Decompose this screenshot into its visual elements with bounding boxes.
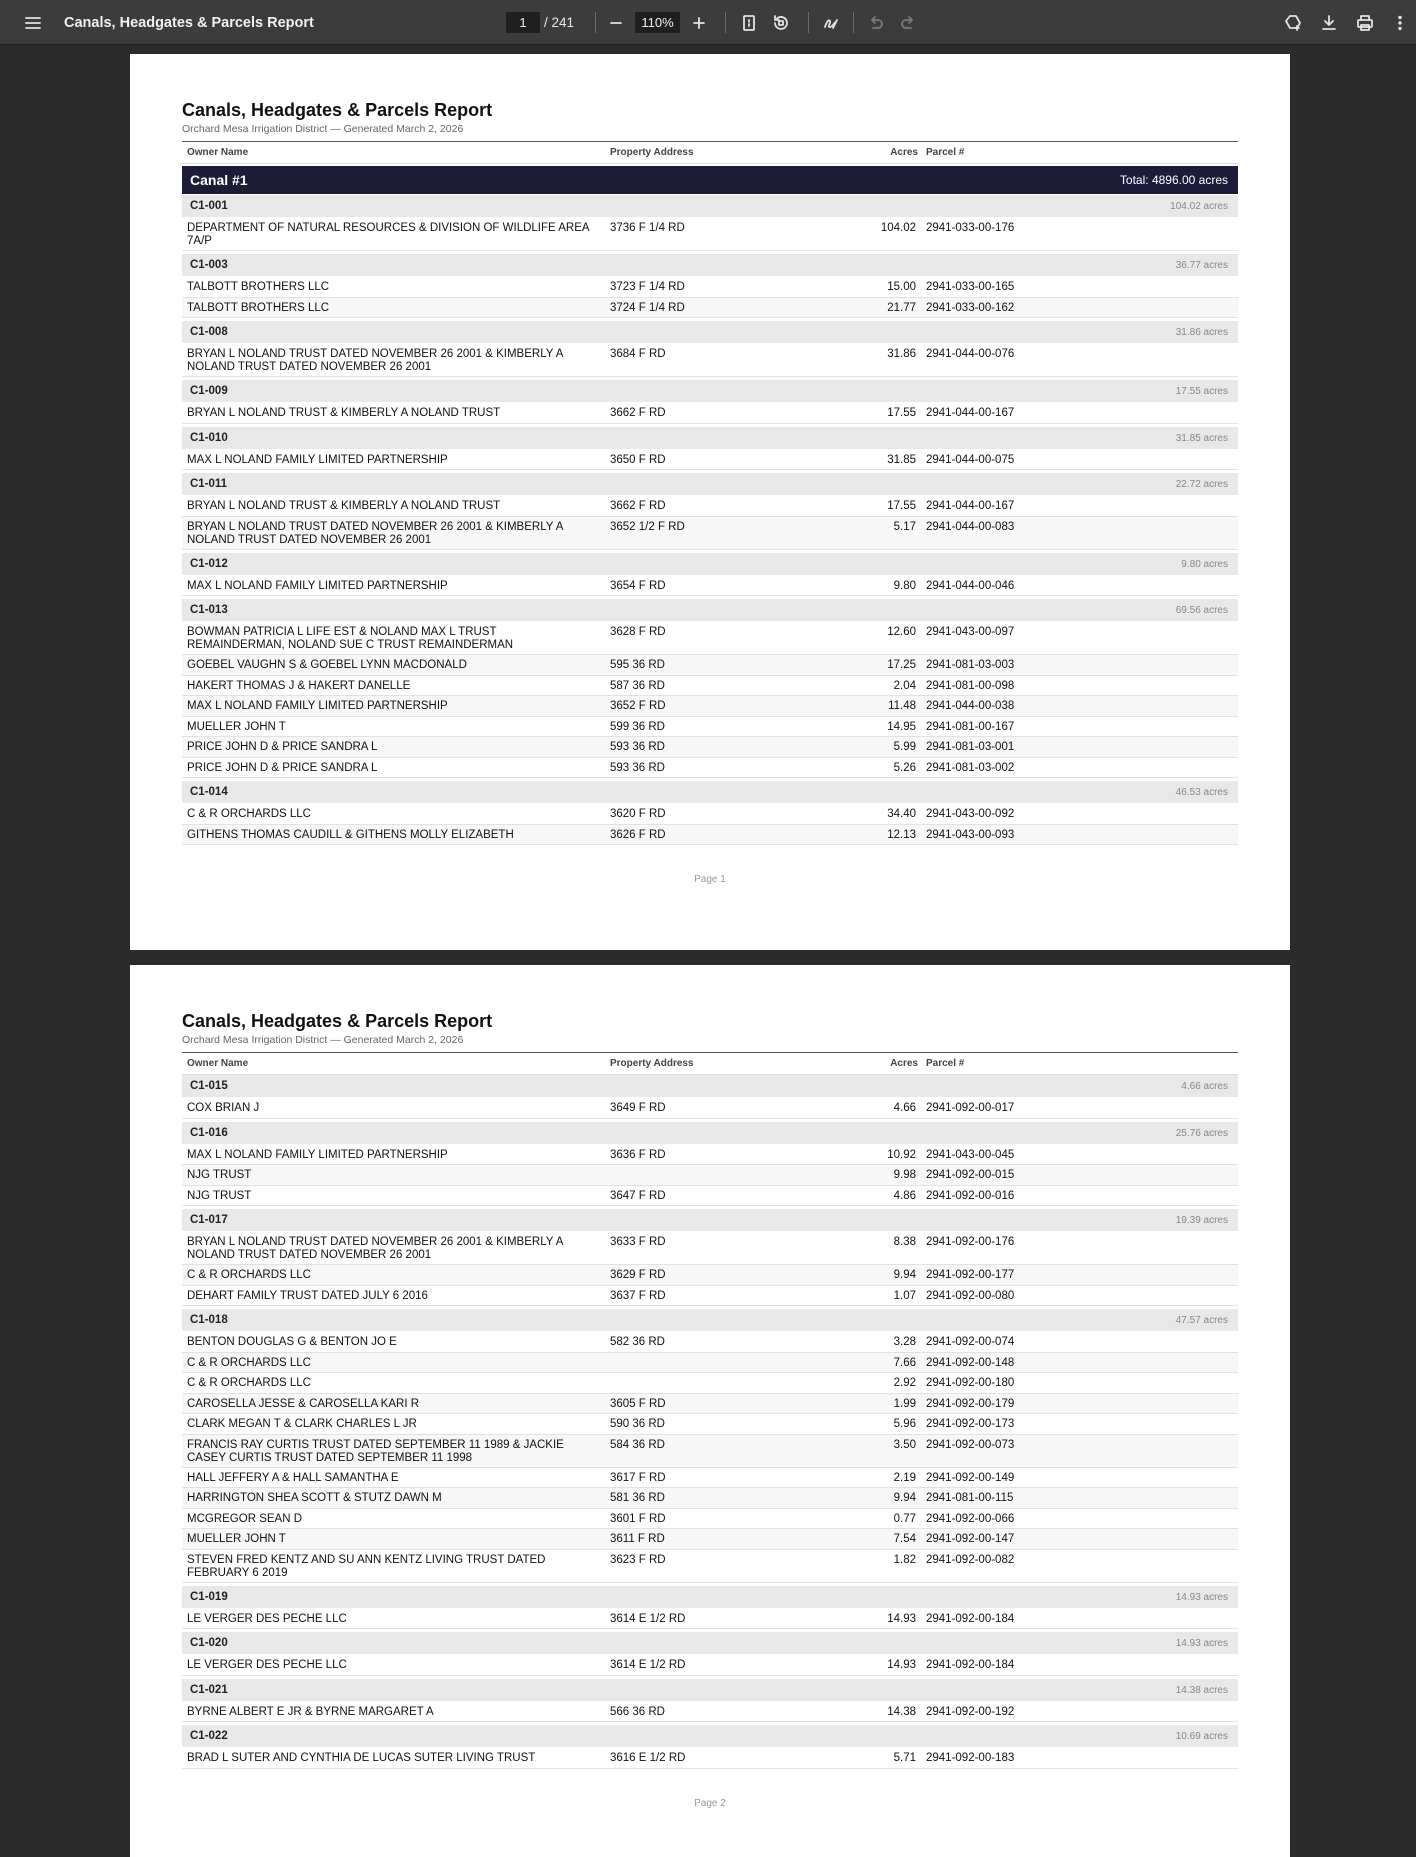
acres-value: 21.77	[887, 301, 916, 314]
parcel-number: 2941-092-00-016	[926, 1189, 1015, 1202]
property-address: 595 36 RD	[610, 659, 665, 671]
group-id: C1-022	[190, 1730, 228, 1742]
owner-name: BOWMAN PATRICIA L LIFE EST & NOLAND MAX L TRUST REMAINDERMAN, NOLAND SUE C TRUST REMAINDERMAN	[187, 626, 514, 651]
table-row	[182, 344, 1238, 377]
acres-value: 9.94	[893, 1492, 916, 1504]
toolbar-divider	[853, 12, 854, 33]
property-address: 593 36 RD	[610, 741, 665, 753]
group-total: 4.66 acres	[1181, 1081, 1228, 1092]
table-row	[182, 1529, 1238, 1550]
table-row	[182, 1702, 1238, 1723]
parcel-number: 2941-092-00-147	[926, 1533, 1015, 1545]
parcel-number: 2941-033-00-162	[926, 301, 1015, 314]
parcel-number: 2941-092-00-017	[926, 1102, 1015, 1114]
zoom-level-input[interactable]	[635, 12, 680, 33]
owner-name: MCGREGOR SEAN D	[187, 1512, 303, 1525]
table-row	[182, 450, 1238, 471]
acres-value: 14.93	[887, 1612, 916, 1625]
acres-value: 5.26	[893, 761, 916, 774]
owner-name: GITHENS THOMAS CAUDILL & GITHENS MOLLY ELIZABETH	[187, 828, 514, 841]
property-address: 3633 F RD	[610, 1236, 666, 1248]
report-title: Canals, Headgates & Parcels Report	[182, 1011, 493, 1031]
owner-name: TALBOTT BROTHERS LLC	[187, 281, 330, 293]
zoom-in-icon[interactable]	[683, 0, 715, 45]
owner-name: MAX L NOLAND FAMILY LIMITED PARTNERSHIP	[187, 1148, 448, 1161]
property-address: 590 36 RD	[610, 1418, 665, 1430]
table-row	[182, 298, 1238, 319]
owner-name: MAX L NOLAND FAMILY LIMITED PARTNERSHIP	[187, 453, 448, 466]
table-row	[182, 1394, 1238, 1415]
acres-value: 17.55	[887, 500, 916, 512]
group-total: 69.56 acres	[1175, 605, 1228, 616]
owner-name: HARRINGTON SHEA SCOTT & STUTZ DAWN M	[187, 1492, 442, 1504]
property-address: 3636 F RD	[610, 1148, 666, 1161]
table-row	[182, 1353, 1238, 1374]
toolbar-divider	[725, 12, 726, 33]
group-id: C1-018	[190, 1314, 228, 1326]
table-row	[182, 717, 1238, 738]
property-address: 3628 F RD	[610, 626, 666, 638]
group-total: 14.93 acres	[1175, 1591, 1228, 1603]
group-header	[182, 380, 1238, 402]
undo-icon[interactable]	[860, 0, 892, 45]
owner-name: GOEBEL VAUGHN S & GOEBEL LYNN MACDONALD	[187, 659, 467, 671]
canal-header	[182, 166, 1238, 194]
owner-name: BYRNE ALBERT E JR & BYRNE MARGARET A	[187, 1705, 434, 1718]
rotate-icon[interactable]	[765, 0, 797, 45]
group-header	[182, 599, 1238, 621]
property-address: 3605 F RD	[610, 1397, 666, 1410]
pdf-toolbar	[0, 0, 1416, 45]
group-id: C1-011	[190, 478, 228, 490]
acres-value: 17.25	[887, 659, 916, 671]
parcel-number: 2941-033-00-165	[926, 281, 1015, 293]
page-content	[182, 54, 1238, 950]
property-address: 3652 1/2 F RD	[610, 520, 685, 533]
property-address: 3723 F 1/4 RD	[610, 281, 685, 293]
owner-name: DEHART FAMILY TRUST DATED JULY 6 2016	[187, 1289, 428, 1302]
group-header	[182, 254, 1238, 276]
group-header	[182, 1586, 1238, 1608]
property-address: 3611 F RD	[610, 1533, 665, 1545]
parcel-number: 2941-033-00-176	[926, 222, 1015, 234]
parcel-number: 2941-043-00-093	[926, 828, 1015, 841]
table-row	[182, 1332, 1238, 1353]
group-total: 104.02 acres	[1170, 201, 1228, 212]
property-address: 3652 F RD	[610, 700, 666, 712]
group-id: C1-013	[190, 604, 228, 616]
parcel-number: 2941-092-00-192	[926, 1705, 1015, 1718]
acres-value: 9.94	[893, 1269, 916, 1281]
acres-value: 10.92	[887, 1148, 916, 1161]
table-row	[182, 1232, 1238, 1265]
table-row	[182, 1165, 1238, 1186]
acres-value: 15.00	[887, 281, 916, 293]
acres-value: 7.66	[893, 1356, 916, 1369]
page-number-label: Page 1	[694, 874, 726, 885]
acres-value: 5.96	[893, 1418, 916, 1430]
acres-value: 5.99	[893, 741, 916, 753]
acres-value: 12.60	[887, 626, 916, 638]
parcel-number: 2941-044-00-038	[926, 700, 1015, 712]
report-subtitle: Orchard Mesa Irrigation District — Generated March 2, 2026	[182, 1034, 464, 1046]
acres-value: 5.71	[893, 1752, 916, 1764]
owner-name: MAX L NOLAND FAMILY LIMITED PARTNERSHIP	[187, 700, 448, 712]
group-id: C1-014	[190, 786, 228, 798]
acres-value: 104.02	[880, 222, 916, 234]
acres-value: 14.38	[887, 1705, 916, 1718]
owner-name: HALL JEFFERY A & HALL SAMANTHA E	[187, 1471, 399, 1484]
group-header	[182, 1122, 1238, 1144]
owner-name: BRYAN L NOLAND TRUST DATED NOVEMBER 26 2001 & KIMBERLY A NOLAND TRUST DATED NOVEMBER 26 2001	[187, 1236, 563, 1261]
table-row	[182, 1265, 1238, 1286]
parcel-number: 2941-044-00-046	[926, 579, 1015, 592]
table-row	[182, 1435, 1238, 1468]
owner-name: BRYAN L NOLAND TRUST DATED NOVEMBER 26 2001 & KIMBERLY A NOLAND TRUST DATED NOVEMBER 26 2001	[187, 520, 563, 546]
parcel-number: 2941-092-00-066	[926, 1512, 1015, 1525]
parcel-number: 2941-081-00-167	[926, 720, 1015, 733]
table-row	[182, 1655, 1238, 1676]
parcel-number: 2941-092-00-183	[926, 1752, 1015, 1764]
owner-name: BRYAN L NOLAND TRUST & KIMBERLY A NOLAND TRUST	[187, 407, 501, 419]
property-address: 3601 F RD	[610, 1512, 666, 1525]
property-address: 584 36 RD	[610, 1438, 665, 1451]
parcel-number: 2941-092-00-073	[926, 1438, 1015, 1451]
property-address: 3724 F 1/4 RD	[610, 301, 685, 314]
table-row	[182, 517, 1238, 550]
acres-value: 1.99	[893, 1397, 916, 1410]
group-id: C1-010	[190, 431, 228, 444]
acres-value: 4.66	[893, 1102, 916, 1114]
zoom-out-icon[interactable]	[600, 0, 632, 45]
group-total: 9.80 acres	[1181, 558, 1228, 570]
table-row	[182, 825, 1238, 846]
parcel-number: 2941-092-00-148	[926, 1356, 1015, 1369]
group-total: 46.53 acres	[1175, 787, 1228, 798]
owner-name: STEVEN FRED KENTZ AND SU ANN KENTZ LIVING TRUST DATED FEBRUARY 6 2019	[187, 1553, 546, 1579]
acres-value: 2.19	[893, 1471, 916, 1484]
group-id: C1-015	[190, 1080, 228, 1092]
column-header-acres: Acres	[890, 1058, 918, 1069]
table-row	[182, 1550, 1238, 1583]
owner-name: NJG TRUST	[187, 1169, 252, 1181]
page-total: / 241	[544, 15, 575, 30]
owner-name: C & R ORCHARDS LLC	[187, 808, 311, 820]
table-row	[182, 696, 1238, 717]
table-row	[182, 496, 1238, 517]
acres-value: 2.92	[893, 1377, 916, 1389]
parcel-number: 2941-092-00-180	[926, 1377, 1015, 1389]
redo-icon[interactable]	[892, 0, 924, 45]
group-id: C1-009	[190, 385, 228, 397]
parcel-number: 2941-081-03-002	[926, 761, 1015, 774]
table-row	[182, 1509, 1238, 1530]
acres-value: 17.55	[887, 407, 916, 419]
table-row	[182, 676, 1238, 697]
toolbar-divider	[808, 12, 809, 33]
canal-total: Total: 4896.00 acres	[1119, 173, 1228, 187]
page-content	[182, 965, 1238, 1857]
group-header	[182, 1075, 1238, 1097]
group-total: 14.93 acres	[1175, 1638, 1228, 1649]
parcel-number: 2941-081-03-001	[926, 741, 1015, 753]
group-id: C1-019	[190, 1590, 228, 1603]
owner-name: MAX L NOLAND FAMILY LIMITED PARTNERSHIP	[187, 579, 448, 592]
property-address: 3684 F RD	[610, 348, 666, 360]
acres-value: 14.93	[887, 1659, 916, 1671]
group-header	[182, 1725, 1238, 1747]
parcel-number: 2941-092-00-177	[926, 1269, 1015, 1281]
acres-value: 3.50	[893, 1438, 916, 1451]
acres-value: 4.86	[893, 1189, 916, 1202]
group-header	[182, 195, 1238, 217]
owner-name: LE VERGER DES PECHE LLC	[187, 1659, 347, 1671]
owner-name: DEPARTMENT OF NATURAL RESOURCES & DIVISION OF WILDLIFE AREA 7A/P	[187, 222, 589, 247]
property-address: 3649 F RD	[610, 1102, 666, 1114]
table-row	[182, 1286, 1238, 1307]
owner-name: FRANCIS RAY CURTIS TRUST DATED SEPTEMBER 11 1989 & JACKIE CASEY CURTIS TRUST DATED SEPTEMBER 11 1998	[187, 1438, 564, 1464]
group-header	[182, 427, 1238, 449]
group-total: 47.57 acres	[1175, 1315, 1228, 1326]
property-address: 587 36 RD	[610, 679, 665, 692]
owner-name: CLARK MEGAN T & CLARK CHARLES L JR	[187, 1418, 417, 1430]
table-row	[182, 1748, 1238, 1769]
group-total: 17.55 acres	[1175, 386, 1228, 397]
owner-name: BRYAN L NOLAND TRUST & KIMBERLY A NOLAND TRUST	[187, 500, 501, 512]
column-header-acres: Acres	[890, 147, 918, 158]
parcel-number: 2941-044-00-075	[926, 453, 1015, 466]
property-address: 3647 F RD	[610, 1189, 666, 1202]
group-total: 22.72 acres	[1175, 479, 1228, 490]
parcel-number: 2941-092-00-015	[926, 1169, 1015, 1181]
group-header	[182, 781, 1238, 803]
parcel-number: 2941-044-00-083	[926, 520, 1015, 533]
group-header	[182, 553, 1238, 575]
acres-value: 3.28	[893, 1336, 916, 1348]
group-id: C1-017	[190, 1214, 228, 1226]
table-row	[182, 758, 1238, 779]
property-address: 3662 F RD	[610, 407, 666, 419]
table-row	[182, 1488, 1238, 1509]
annotate-icon[interactable]	[815, 0, 847, 45]
acres-value: 0.77	[893, 1512, 916, 1525]
owner-name: BENTON DOUGLAS G & BENTON JO E	[187, 1336, 397, 1348]
group-id: C1-003	[190, 259, 228, 271]
acres-value: 8.38	[893, 1236, 916, 1248]
column-header-parcel: Parcel #	[926, 1058, 965, 1069]
page-number-label: Page 2	[694, 1797, 726, 1809]
table-row	[182, 1468, 1238, 1489]
property-address: 3650 F RD	[610, 453, 666, 466]
property-address: 566 36 RD	[610, 1705, 665, 1718]
pdf-page	[130, 965, 1290, 1857]
page-number-input[interactable]	[506, 12, 540, 33]
owner-name: PRICE JOHN D & PRICE SANDRA L	[187, 761, 378, 774]
owner-name: HAKERT THOMAS J & HAKERT DANELLE	[187, 679, 411, 692]
report-title: Canals, Headgates & Parcels Report	[182, 100, 493, 120]
table-row	[182, 1414, 1238, 1435]
download-icon[interactable]	[1313, 0, 1345, 45]
parcel-number: 2941-092-00-184	[926, 1659, 1015, 1671]
owner-name: PRICE JOHN D & PRICE SANDRA L	[187, 741, 378, 753]
property-address: 3623 F RD	[610, 1553, 666, 1566]
acres-value: 34.40	[887, 808, 916, 820]
property-address: 3654 F RD	[610, 579, 666, 592]
canal-name: Canal #1	[190, 172, 248, 188]
parcel-number: 2941-043-00-097	[926, 626, 1015, 638]
column-header-owner: Owner Name	[187, 147, 249, 158]
parcel-number: 2941-081-00-098	[926, 679, 1015, 692]
group-header	[182, 473, 1238, 495]
property-address: 599 36 RD	[610, 720, 665, 733]
group-total: 14.38 acres	[1175, 1684, 1228, 1696]
save-to-drive-icon[interactable]	[1277, 0, 1309, 45]
table-row	[182, 576, 1238, 597]
owner-name: C & R ORCHARDS LLC	[187, 1356, 311, 1369]
acres-value: 5.17	[893, 520, 916, 533]
group-total: 25.76 acres	[1175, 1127, 1228, 1139]
property-address: 3620 F RD	[610, 808, 666, 820]
parcel-number: 2941-044-00-167	[926, 500, 1015, 512]
property-address: 3637 F RD	[610, 1289, 666, 1302]
acres-value: 9.98	[893, 1169, 916, 1181]
table-row	[182, 622, 1238, 655]
acres-value: 31.86	[887, 348, 916, 360]
group-total: 10.69 acres	[1175, 1731, 1228, 1742]
group-id: C1-008	[190, 326, 228, 338]
group-id: C1-021	[190, 1683, 228, 1696]
table-row	[182, 737, 1238, 758]
group-id: C1-012	[190, 557, 228, 570]
acres-value: 11.48	[888, 700, 916, 712]
column-header-row	[182, 142, 1238, 164]
property-address: 581 36 RD	[610, 1492, 665, 1504]
owner-name: NJG TRUST	[187, 1189, 252, 1202]
acres-value: 7.54	[893, 1533, 916, 1545]
property-address: 3736 F 1/4 RD	[610, 222, 685, 234]
group-header	[182, 1209, 1238, 1231]
owner-name: CAROSELLA JESSE & CAROSELLA KARI R	[187, 1397, 420, 1410]
parcel-number: 2941-092-00-176	[926, 1236, 1015, 1248]
owner-name: BRYAN L NOLAND TRUST DATED NOVEMBER 26 2001 & KIMBERLY A NOLAND TRUST DATED NOVEMBER 26 2001	[187, 348, 563, 373]
property-address: 3616 E 1/2 RD	[610, 1752, 686, 1764]
group-header	[182, 1309, 1238, 1331]
acres-value: 14.95	[887, 720, 916, 733]
property-address: 582 36 RD	[610, 1336, 665, 1348]
parcel-number: 2941-043-00-092	[926, 808, 1015, 820]
property-address: 3614 E 1/2 RD	[610, 1612, 686, 1625]
group-header	[182, 1632, 1238, 1654]
parcel-number: 2941-092-00-074	[926, 1336, 1015, 1348]
column-header-owner: Owner Name	[187, 1058, 249, 1069]
property-address: 3626 F RD	[610, 828, 666, 841]
table-row	[182, 1373, 1238, 1394]
property-address: 3662 F RD	[610, 500, 666, 512]
table-row	[182, 655, 1238, 676]
parcel-number: 2941-092-00-184	[926, 1612, 1015, 1625]
column-header-parcel: Parcel #	[926, 147, 965, 158]
parcel-number: 2941-092-00-149	[926, 1471, 1015, 1484]
owner-name: C & R ORCHARDS LLC	[187, 1377, 311, 1389]
parcel-number: 2941-044-00-167	[926, 407, 1015, 419]
menu-icon[interactable]	[17, 0, 49, 45]
parcel-number: 2941-081-00-115	[926, 1492, 1014, 1504]
document-title: Canals, Headgates & Parcels Report	[64, 14, 314, 31]
parcel-number: 2941-092-00-082	[926, 1553, 1015, 1566]
property-address: 3629 F RD	[610, 1269, 666, 1281]
owner-name: C & R ORCHARDS LLC	[187, 1269, 311, 1281]
more-icon[interactable]	[1384, 0, 1416, 45]
group-id: C1-020	[190, 1637, 228, 1649]
toolbar-divider	[595, 12, 596, 33]
table-row	[182, 1098, 1238, 1119]
group-total: 31.85 acres	[1175, 432, 1228, 444]
parcel-number: 2941-092-00-080	[926, 1289, 1015, 1302]
parcel-number: 2941-092-00-179	[926, 1397, 1015, 1410]
group-total: 31.86 acres	[1175, 327, 1228, 338]
table-row	[182, 277, 1238, 298]
group-header	[182, 321, 1238, 343]
parcel-number: 2941-092-00-173	[926, 1418, 1015, 1430]
owner-name: LE VERGER DES PECHE LLC	[187, 1612, 347, 1625]
table-row	[182, 1609, 1238, 1630]
owner-name: TALBOTT BROTHERS LLC	[187, 301, 330, 314]
owner-name: MUELLER JOHN T	[187, 1533, 286, 1545]
acres-value: 9.80	[893, 579, 916, 592]
acres-value: 12.13	[887, 828, 916, 841]
pdf-page	[130, 54, 1290, 950]
column-header-address: Property Address	[610, 147, 694, 158]
property-address: 3617 F RD	[610, 1471, 666, 1484]
table-row	[182, 1145, 1238, 1166]
fit-page-icon[interactable]	[733, 0, 765, 45]
parcel-number: 2941-043-00-045	[926, 1148, 1015, 1161]
group-header	[182, 1679, 1238, 1701]
group-total: 19.39 acres	[1175, 1215, 1228, 1226]
owner-name: MUELLER JOHN T	[187, 720, 286, 733]
property-address: 593 36 RD	[610, 761, 665, 774]
table-row	[182, 804, 1238, 825]
parcel-number: 2941-044-00-076	[926, 348, 1015, 360]
acres-value: 1.82	[893, 1553, 916, 1566]
print-icon[interactable]	[1349, 0, 1381, 45]
table-row	[182, 403, 1238, 424]
table-row	[182, 1186, 1238, 1207]
acres-value: 1.07	[893, 1289, 916, 1302]
property-address: 3614 E 1/2 RD	[610, 1659, 686, 1671]
group-id: C1-001	[190, 200, 228, 212]
parcel-number: 2941-081-03-003	[926, 659, 1015, 671]
table-row	[182, 218, 1238, 251]
report-subtitle: Orchard Mesa Irrigation District — Generated March 2, 2026	[182, 123, 464, 135]
column-header-address: Property Address	[610, 1058, 694, 1069]
group-total: 36.77 acres	[1175, 260, 1228, 271]
owner-name: BRAD L SUTER AND CYNTHIA DE LUCAS SUTER LIVING TRUST	[187, 1752, 536, 1764]
group-id: C1-016	[190, 1126, 228, 1139]
owner-name: COX BRIAN J	[187, 1102, 260, 1114]
acres-value: 2.04	[893, 679, 916, 692]
column-header-row	[182, 1053, 1238, 1075]
acres-value: 31.85	[887, 453, 916, 466]
